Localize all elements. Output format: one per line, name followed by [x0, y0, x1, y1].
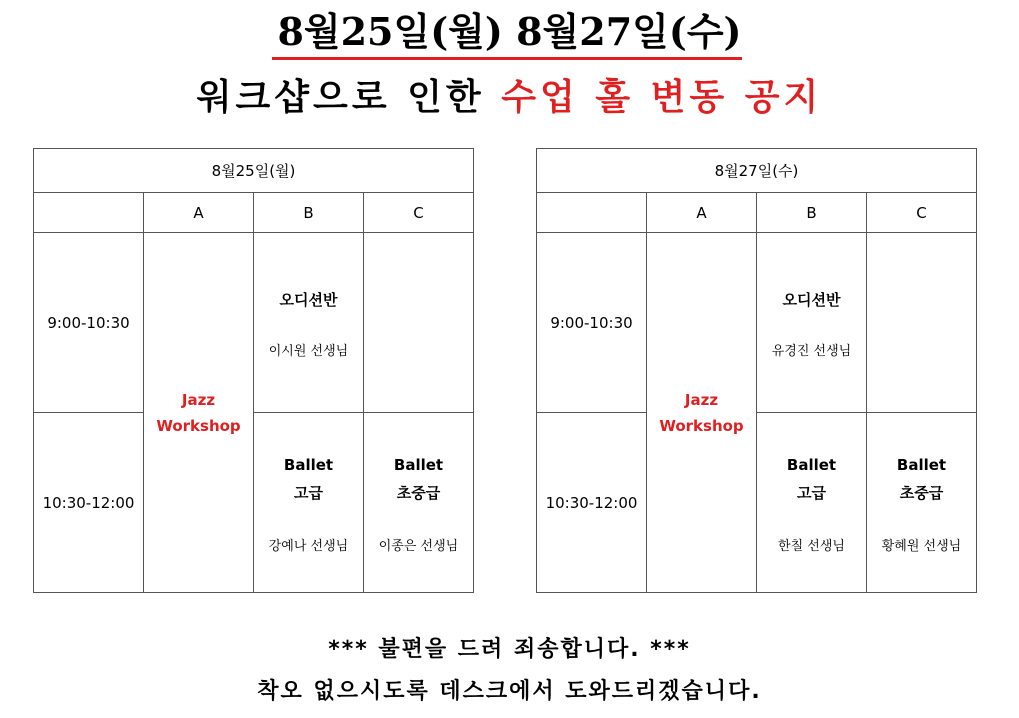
workshop-label: Workshop [156, 416, 241, 435]
teacher-name: 이종은 선생님 [378, 539, 459, 554]
hall-header-b: B [254, 193, 364, 233]
hall-header-b: B [757, 193, 867, 233]
class-name: Ballet [283, 456, 334, 474]
class-name: 오디션반 [782, 291, 841, 309]
hall-a-cell [647, 233, 757, 593]
teacher-name: 이시원 선생님 [268, 344, 349, 359]
workshop-label: Workshop [659, 416, 744, 435]
hall-b-slot1-cell [757, 233, 867, 413]
schedule-table-0827 [536, 148, 977, 593]
hall-header-c: C [867, 193, 977, 233]
apology-text: *** 불편을 드려 죄송합니다. *** [328, 637, 691, 662]
hall-c-slot2-cell [867, 413, 977, 593]
notice-title-dates: 8월25일(월) 8월27일(수) [277, 9, 742, 54]
time-slot-1: 9:00-10:30 [34, 233, 144, 413]
jazz-label: Jazz [684, 390, 719, 409]
teacher-name: 황혜원 선생님 [881, 539, 962, 554]
teacher-name: 유경진 선생님 [771, 344, 852, 359]
schedule-table-0825 [33, 148, 474, 593]
class-level: 초중급 [396, 484, 441, 502]
notice-title-subject [0, 70, 1019, 126]
schedule-date: 8월27일(수) [537, 149, 977, 193]
title-subject-black: 워크샵으로 인한 [196, 77, 502, 118]
class-name: Ballet [896, 456, 947, 474]
jazz-label: Jazz [181, 390, 216, 409]
hall-c-slot1-cell [867, 233, 977, 413]
schedule-date: 8월25일(월) [34, 149, 474, 193]
desk-help-text: 착오 없으시도록 데스크에서 도와드리겠습니다. [257, 679, 762, 704]
hall-header-c: C [364, 193, 474, 233]
hall-c-slot1-cell [364, 233, 474, 413]
hall-a-cell [144, 233, 254, 593]
class-level: 고급 [797, 484, 826, 502]
title-underline [272, 57, 742, 60]
title-subject-red: 수업 홀 변동 공지 [501, 77, 823, 118]
time-slot-2: 10:30-12:00 [537, 413, 647, 593]
time-slot-1: 9:00-10:30 [537, 233, 647, 413]
teacher-name: 한칠 선생님 [778, 539, 845, 554]
time-header-empty [34, 193, 144, 233]
time-header-empty [537, 193, 647, 233]
class-level: 고급 [294, 484, 323, 502]
hall-b-slot2-cell [757, 413, 867, 593]
time-slot-2: 10:30-12:00 [34, 413, 144, 593]
teacher-name: 강예나 선생님 [268, 539, 349, 554]
hall-b-slot1-cell [254, 233, 364, 413]
class-name: 오디션반 [279, 291, 338, 309]
hall-header-a: A [144, 193, 254, 233]
class-name: Ballet [393, 456, 444, 474]
hall-header-a: A [647, 193, 757, 233]
class-level: 초중급 [899, 484, 944, 502]
class-name: Ballet [786, 456, 837, 474]
hall-c-slot2-cell [364, 413, 474, 593]
hall-b-slot2-cell [254, 413, 364, 593]
